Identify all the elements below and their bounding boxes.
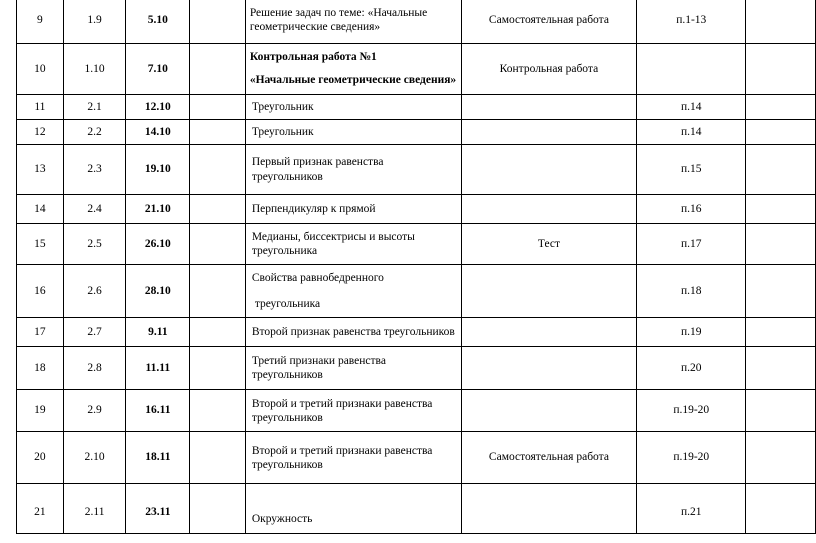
lesson-date: 14.10: [126, 120, 190, 145]
control-type: Самостоятельная работа: [461, 432, 636, 484]
lesson-subnumber: 1.9: [63, 0, 126, 44]
lesson-number: 13: [17, 145, 64, 195]
control-type: [461, 265, 636, 318]
empty-cell: [190, 224, 246, 265]
lesson-date: 23.11: [126, 484, 190, 534]
homework: п.18: [637, 265, 746, 318]
lesson-date: 5.10: [126, 0, 190, 44]
control-type: [461, 347, 636, 390]
lesson-date: 28.10: [126, 265, 190, 318]
empty-cell: [746, 224, 816, 265]
empty-cell: [190, 318, 246, 347]
control-type: [461, 318, 636, 347]
homework: п.14: [637, 120, 746, 145]
empty-cell: [746, 432, 816, 484]
lesson-number: 9: [17, 0, 64, 44]
empty-cell: [746, 44, 816, 95]
table-row: [17, 432, 816, 484]
lesson-number: 21: [17, 484, 64, 534]
lesson-subnumber: 2.8: [63, 347, 126, 390]
table-row: [17, 265, 816, 318]
table-row: [17, 195, 816, 224]
lesson-number: 16: [17, 265, 64, 318]
empty-cell: [190, 432, 246, 484]
lesson-date: 11.11: [126, 347, 190, 390]
lesson-number: 17: [17, 318, 64, 347]
table-row: [17, 318, 816, 347]
table-row: [17, 347, 816, 390]
empty-cell: [746, 347, 816, 390]
lesson-date: 21.10: [126, 195, 190, 224]
lesson-date: 18.11: [126, 432, 190, 484]
lesson-subnumber: 2.1: [63, 95, 126, 120]
control-type: [461, 195, 636, 224]
empty-cell: [746, 120, 816, 145]
empty-cell: [746, 265, 816, 318]
lesson-topic: Второй и третий признаки равенства треугольников: [245, 390, 461, 432]
lesson-number: 10: [17, 44, 64, 95]
empty-cell: [190, 195, 246, 224]
empty-cell: [190, 44, 246, 95]
table-row: [17, 120, 816, 145]
lesson-topic: Второй и третий признаки равенства треугольников: [245, 432, 461, 484]
lesson-topic-line2: треугольника: [254, 297, 321, 310]
lesson-date: 12.10: [126, 95, 190, 120]
table-row: [17, 224, 816, 265]
lesson-topic-subtitle: «Начальные геометрические сведения»: [249, 74, 457, 86]
control-type: [461, 120, 636, 145]
lesson-date: 9.11: [126, 318, 190, 347]
lesson-topic: [245, 44, 461, 95]
lesson-topic: Третий признаки равенства треугольников: [245, 347, 461, 390]
empty-cell: [746, 390, 816, 432]
lesson-topic-title: Контрольная работа №1: [249, 51, 377, 63]
lesson-date: 16.11: [126, 390, 190, 432]
empty-cell: [190, 265, 246, 318]
homework: п.19-20: [637, 390, 746, 432]
homework: [637, 44, 746, 95]
homework: п.14: [637, 95, 746, 120]
lesson-subnumber: 2.11: [63, 484, 126, 534]
lesson-topic: Треугольник: [245, 120, 461, 145]
homework: п.15: [637, 145, 746, 195]
lesson-subnumber: 2.7: [63, 318, 126, 347]
control-type: [461, 390, 636, 432]
lesson-subnumber: 2.4: [63, 195, 126, 224]
lesson-number: 20: [17, 432, 64, 484]
homework: п.16: [637, 195, 746, 224]
empty-cell: [746, 484, 816, 534]
lesson-subnumber: 2.9: [63, 390, 126, 432]
empty-cell: [746, 0, 816, 44]
lesson-topic: Первый признак равенства треугольников: [245, 145, 461, 195]
lesson-topic: Окружность: [245, 484, 461, 534]
lesson-topic: Треугольник: [245, 95, 461, 120]
lesson-subnumber: 2.6: [63, 265, 126, 318]
lesson-subnumber: 1.10: [63, 44, 126, 95]
empty-cell: [190, 484, 246, 534]
lesson-subnumber: 2.2: [63, 120, 126, 145]
lesson-number: 18: [17, 347, 64, 390]
table-row: [17, 145, 816, 195]
empty-cell: [746, 95, 816, 120]
empty-cell: [190, 145, 246, 195]
table-row: [17, 95, 816, 120]
table-row: [17, 44, 816, 95]
lesson-topic: Перпендикуляр к прямой: [245, 195, 461, 224]
control-type: Самостоятельная работа: [461, 0, 636, 44]
lesson-number: 19: [17, 390, 64, 432]
lesson-subnumber: 2.3: [63, 145, 126, 195]
lesson-number: 15: [17, 224, 64, 265]
lesson-topic: Второй признак равенства треугольников: [245, 318, 461, 347]
homework: п.19-20: [637, 432, 746, 484]
control-type: [461, 145, 636, 195]
lesson-number: 14: [17, 195, 64, 224]
homework: п.1-13: [637, 0, 746, 44]
empty-cell: [746, 318, 816, 347]
empty-cell: [190, 95, 246, 120]
control-type: [461, 95, 636, 120]
homework: п.17: [637, 224, 746, 265]
empty-cell: [190, 347, 246, 390]
lesson-subnumber: 2.10: [63, 432, 126, 484]
lesson-topic: Медианы, биссектрисы и высоты треугольника: [245, 224, 461, 265]
homework: п.20: [637, 347, 746, 390]
lesson-plan-table: [16, 0, 816, 534]
empty-cell: [746, 145, 816, 195]
lesson-topic-line1: Свойства равнобедренного: [251, 271, 384, 284]
lesson-date: 7.10: [126, 44, 190, 95]
homework: п.19: [637, 318, 746, 347]
lesson-date: 26.10: [126, 224, 190, 265]
lesson-number: 11: [17, 95, 64, 120]
lesson-topic: [245, 265, 461, 318]
homework: п.21: [637, 484, 746, 534]
control-type: [461, 484, 636, 534]
lesson-subnumber: 2.5: [63, 224, 126, 265]
control-type: Тест: [461, 224, 636, 265]
control-type: Контрольная работа: [461, 44, 636, 95]
empty-cell: [746, 195, 816, 224]
empty-cell: [190, 120, 246, 145]
lesson-date: 19.10: [126, 145, 190, 195]
lesson-number: 12: [17, 120, 64, 145]
empty-cell: [190, 0, 246, 44]
table-row: [17, 484, 816, 534]
table-row: [17, 390, 816, 432]
lesson-topic: Решение задач по теме: «Начальные геометрические сведения»: [245, 0, 461, 44]
table-row: [17, 0, 816, 44]
empty-cell: [190, 390, 246, 432]
